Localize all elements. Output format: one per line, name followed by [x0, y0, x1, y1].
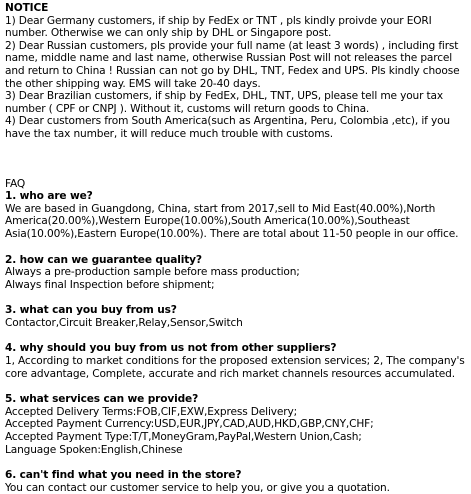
faq-answer-5-line-1: Accepted Delivery Terms:FOB,CIF,EXW,Express Delivery; [5, 405, 297, 418]
section-gap [5, 456, 469, 469]
faq-answer-2-line-2: Always final Inspection before shipment; [5, 278, 215, 291]
faq-answer-4: 1, According to market conditions for the proposed extension services; 2, The company's core advantage, Complete, accurate and rich market channels resources accumulated. [5, 355, 465, 380]
section-gap [5, 380, 469, 393]
faq-question-3: 3. what can you buy from us? [5, 304, 177, 317]
faq-answer-1: We are based in Guangdong, China, start from 2017,sell to Mid East(40.00%),North America(20.00%),Western Europe(10.00%),South America(10.00%),Southeast Asia(10.00%),Eastern Europe(10.00%). There are total about 11-50 people in our office. [5, 202, 459, 240]
faq-question-1: 1. who are we? [5, 190, 93, 203]
section-spacer [5, 141, 469, 178]
faq-question-4: 4. why should you buy from us not from other suppliers? [5, 342, 337, 355]
notice-item-1: 1) Dear Germany customers, if ship by FedEx or TNT , pls kindly proivde your EORI number. Otherwise we can only ship by DHL or Singapore post. [5, 14, 432, 40]
faq-label: FAQ [5, 177, 26, 190]
faq-answer-6: You can contact our customer service to help you, or give you a quotation. [5, 481, 390, 494]
notice-title: NOTICE [5, 2, 49, 14]
notice-item-3: 3) Dear Brazilian customers, if ship by FedEx, DHL, TNT, UPS, please tell me your tax number ( CPF or CNPJ ). Without it, customs will return goods to China. [5, 90, 444, 115]
faq-answer-5-line-3: Accepted Payment Type:T/T,MoneyGram,PayPal,Western Union,Cash; [5, 431, 362, 444]
faq-answer-3: Contactor,Circuit Breaker,Relay,Sensor,Switch [5, 316, 243, 329]
faq-question-5: 5. what services can we provide? [5, 393, 199, 406]
faq-answer-5-line-4: Language Spoken:English,Chinese [5, 443, 183, 456]
notice-item-4: 4) Dear customers from South America(such as Argentina, Peru, Colombia ,etc), if you have the tax number, it will reduce much trouble with customs. [5, 115, 450, 140]
faq-question-2: 2. how can we guarantee quality? [5, 253, 202, 266]
section-gap [5, 329, 469, 342]
notice-item-2: 2) Dear Russian customers, pls provide your full name (at least 3 words) , including first name, middle name and last name, otherwise Russian Post will not releases the parcel and return to China ! Russian can not go by DHL, TNT, Fedex and UPS. Pls kindly choose the other shipping way. EMS will take 20-40 days. [5, 39, 460, 90]
faq-answer-2-line-1: Always a pre-production sample before mass production; [5, 266, 300, 279]
faq-answer-5-line-2: Accepted Payment Currency:USD,EUR,JPY,CAD,AUD,HKD,GBP,CNY,CHF; [5, 418, 374, 431]
section-gap [5, 241, 469, 254]
section-gap [5, 291, 469, 304]
faq-question-6: 6. can't find what you need in the store? [5, 469, 242, 482]
